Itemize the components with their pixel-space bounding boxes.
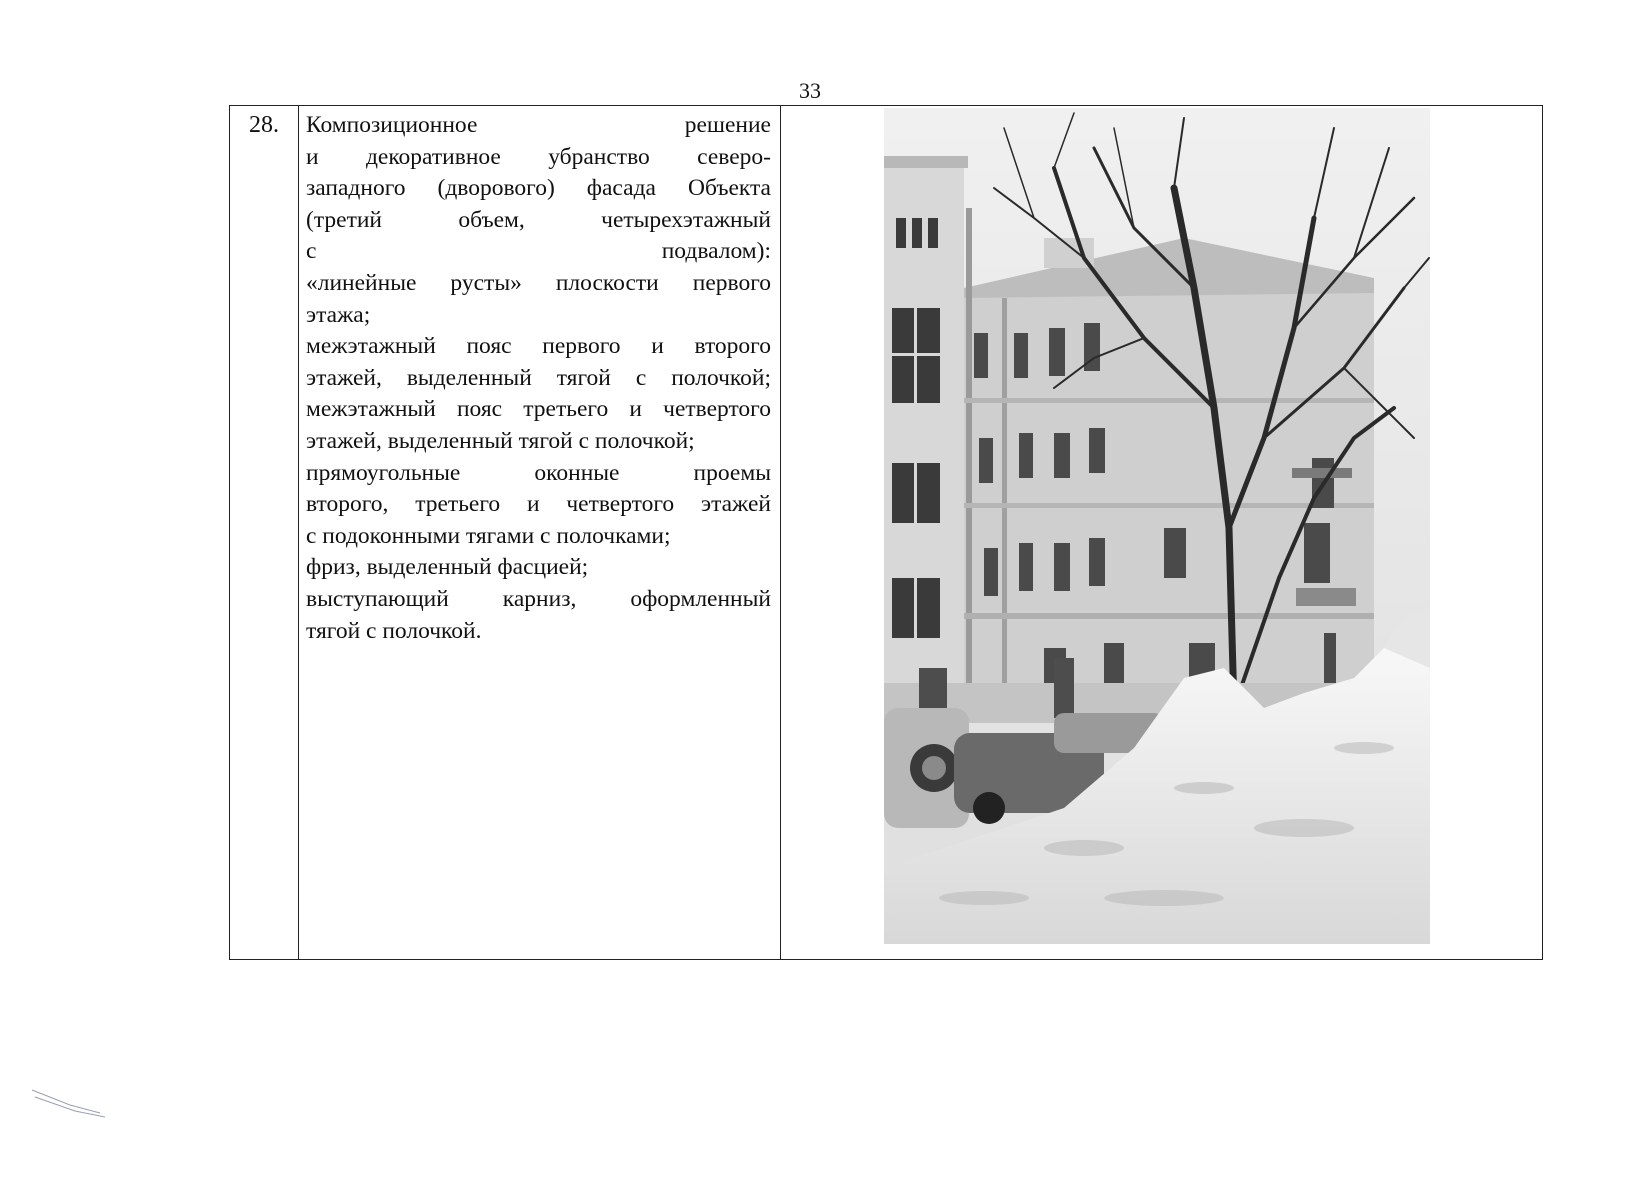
description-line: этажа; — [306, 301, 371, 328]
floor-belt — [964, 613, 1374, 619]
description-line: тягой с полочкой. — [306, 617, 482, 644]
description-line: (третий объем, четырехэтажный — [306, 206, 771, 233]
description-line: межэтажный пояс третьего и четвертого — [306, 396, 771, 423]
roof-edge — [884, 156, 968, 168]
description-line: «линейные русты» плоскости первого — [306, 269, 771, 296]
floor-belt — [964, 398, 1374, 403]
description-line: этажей, выделенный тягой с полочкой; — [306, 364, 771, 391]
row-description — [306, 110, 771, 647]
scan-artifact-mark — [30, 1085, 110, 1125]
description-line: и декоративное убранство северо- — [306, 143, 771, 170]
description-line: Композиционное решение — [306, 112, 771, 138]
row-number: 28. — [249, 112, 279, 138]
document-table — [229, 105, 1543, 960]
balcony — [1296, 588, 1356, 606]
description-line: межэтажный пояс первого и второго — [306, 333, 771, 360]
description-line: с подвалом): — [306, 238, 771, 265]
drain-pipe — [1002, 298, 1007, 688]
description-line: второго, третьего и четвертого этажей — [306, 491, 771, 518]
description-line: с подоконными тягами с полочками; — [306, 522, 671, 549]
column-divider — [780, 106, 781, 959]
description-line: фриз, выделенный фасцией; — [306, 554, 589, 581]
description-line: прямоугольные оконные проемы — [306, 459, 771, 486]
balcony — [1292, 468, 1352, 478]
page-number: 33 — [799, 78, 821, 103]
description-line: западного (дворового) фасада Объекта — [306, 175, 771, 202]
description-line: этажей, выделенный тягой с полочкой; — [306, 427, 695, 454]
description-line: выступающий карниз, оформленный — [306, 585, 771, 612]
door — [1054, 658, 1074, 718]
facade-photograph — [884, 108, 1430, 944]
column-divider — [298, 106, 299, 959]
